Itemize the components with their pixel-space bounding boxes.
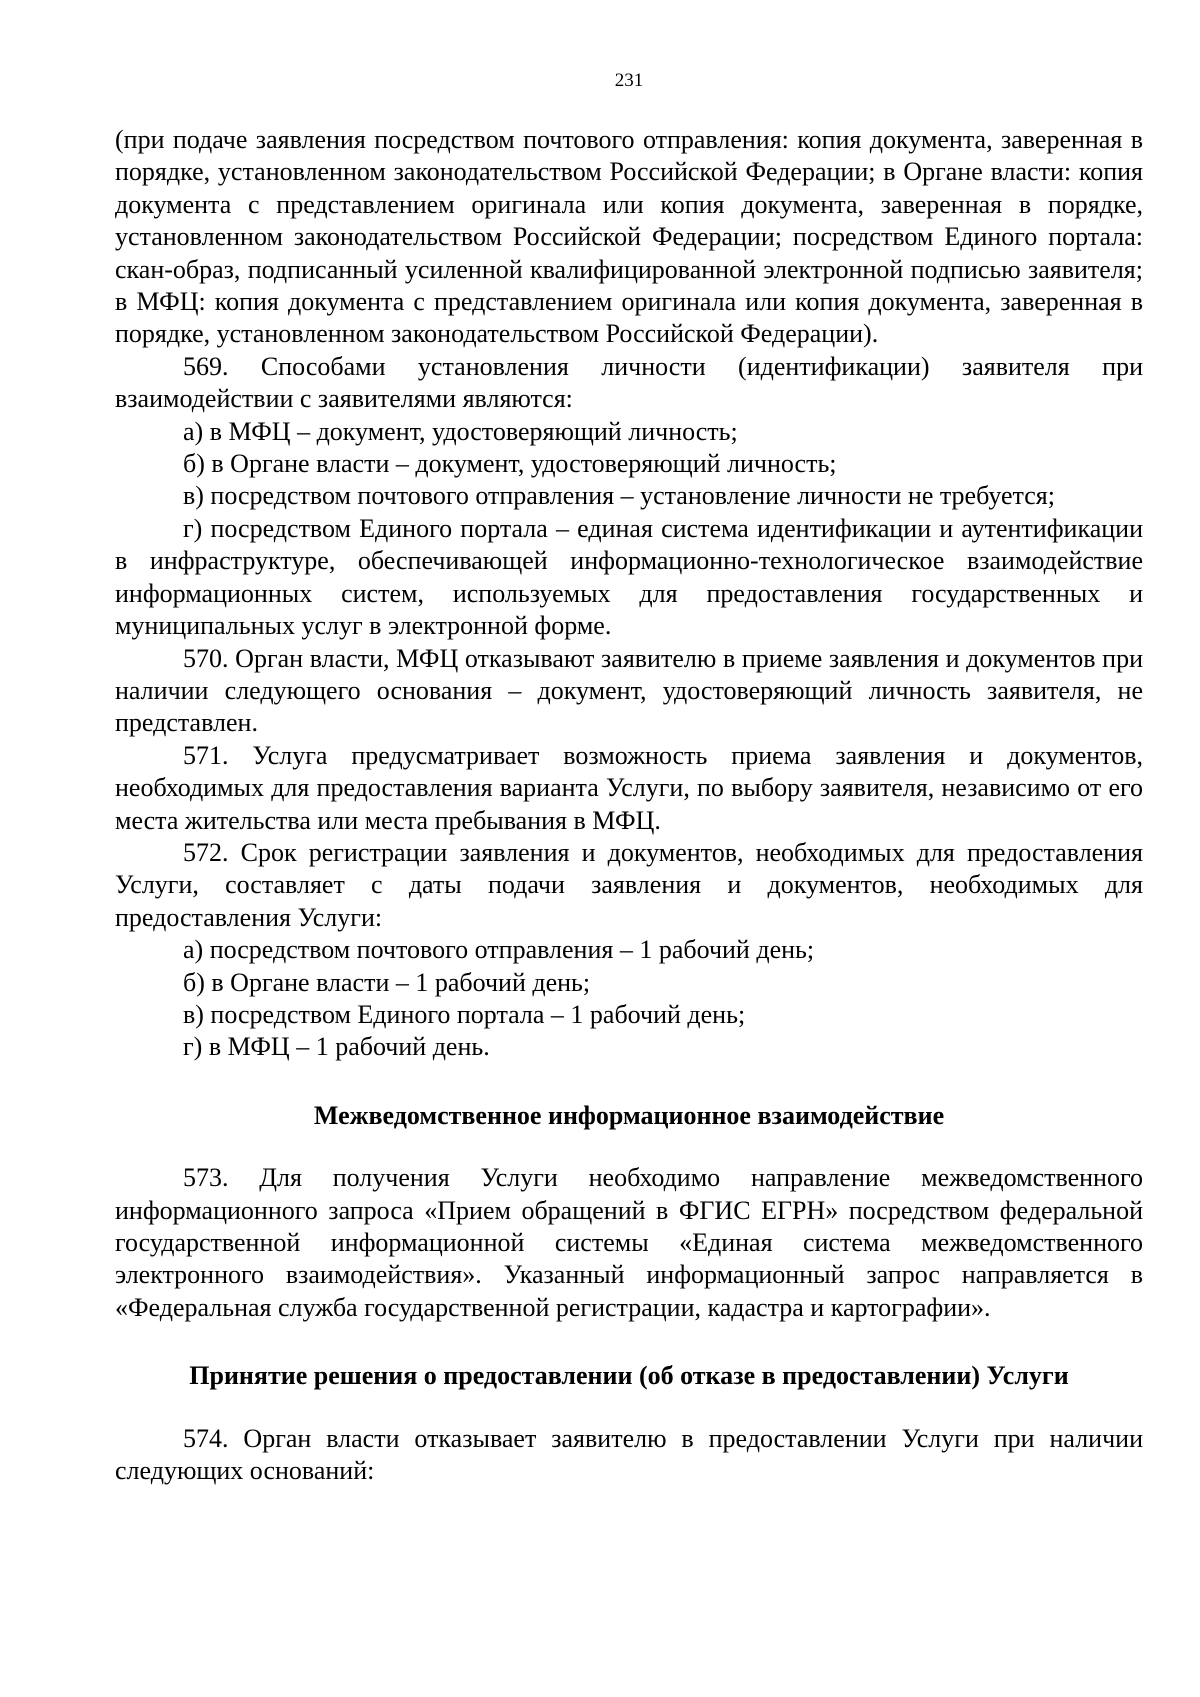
paragraph-572: 572. Срок регистрации заявления и документов, необходимых для предоставления Услуги, составляет с даты подачи заявления и документов, необходимых для предоставления Услуги: (115, 837, 1143, 932)
list-item-572-b: б) в Органе власти – 1 рабочий день; (183, 967, 591, 997)
list-item-569-g: г) посредством Единого портала – единая система идентификации и аутентификации в инфраструктуре, обеспечивающей информационно-технологическое взаимодействие информационных систем, используемых для предоставления государственных и муниципальных услуг в электронной форме. (115, 513, 1143, 641)
paragraph-continuation: (при подаче заявления посредством почтового отправления: копия документа, заверенная в порядке, установленном законодательством Российской Федерации; в Органе власти: копия документа с представлением оригинала или копия документа, заверенная в порядке, установленном законодательством Российской Федерации; посредством Единого портала: скан-образ, подписанный усиленной квалифицированной электронной подписью заявителя; в МФЦ: копия документа с представлением оригинала или копия документа, заверенная в порядке, установленном законодательством Российской Федерации). (115, 125, 1143, 349)
list-item-569-v: в) посредством почтового отправления – установление личности не требуется; (183, 481, 1055, 511)
paragraph-569: 569. Способами установления личности (идентификации) заявителя при взаимодействии с заявителями являются: (115, 351, 1143, 414)
paragraph-571: 571. Услуга предусматривает возможность приема заявления и документов, необходимых для предоставления варианта Услуги, по выбору заявителя, независимо от его места жительства или места пребывания в МФЦ. (115, 740, 1143, 835)
section-heading-interagency: Межведомственное информационное взаимодействие (313, 1100, 945, 1130)
list-item-572-v: в) посредством Единого портала – 1 рабочий день; (183, 999, 746, 1029)
paragraph-574: 574. Орган власти отказывает заявителю в предоставлении Услуги при наличии следующих оснований: (115, 1423, 1143, 1486)
paragraph-573: 573. Для получения Услуги необходимо направление межведомственного информационного запроса «Прием обращений в ФГИС ЕГРН» посредством федеральной государственной информационной системы «Единая система межведомственного электронного взаимодействия». Указанный информационный запрос направляется в «Федеральная служба государственной регистрации, кадастра и картографии». (115, 1163, 1143, 1322)
document-body (115, 124, 1143, 1487)
section-heading-decision: Принятие решения о предоставлении (об отказе в предоставлении) Услуги (189, 1361, 1069, 1391)
list-item-569-a: а) в МФЦ – документ, удостоверяющий личность; (183, 416, 738, 446)
list-item-572-a: а) посредством почтового отправления – 1 рабочий день; (183, 935, 815, 965)
list-item-572-g: г) в МФЦ – 1 рабочий день. (183, 1032, 490, 1062)
list-item-569-b: б) в Органе власти – документ, удостоверяющий личность; (183, 449, 837, 479)
page-number: 231 (614, 70, 644, 91)
paragraph-570: 570. Орган власти, МФЦ отказывают заявителю в приеме заявления и документов при наличии следующего основания – документ, удостоверяющий личность заявителя, не представлен. (115, 643, 1143, 738)
